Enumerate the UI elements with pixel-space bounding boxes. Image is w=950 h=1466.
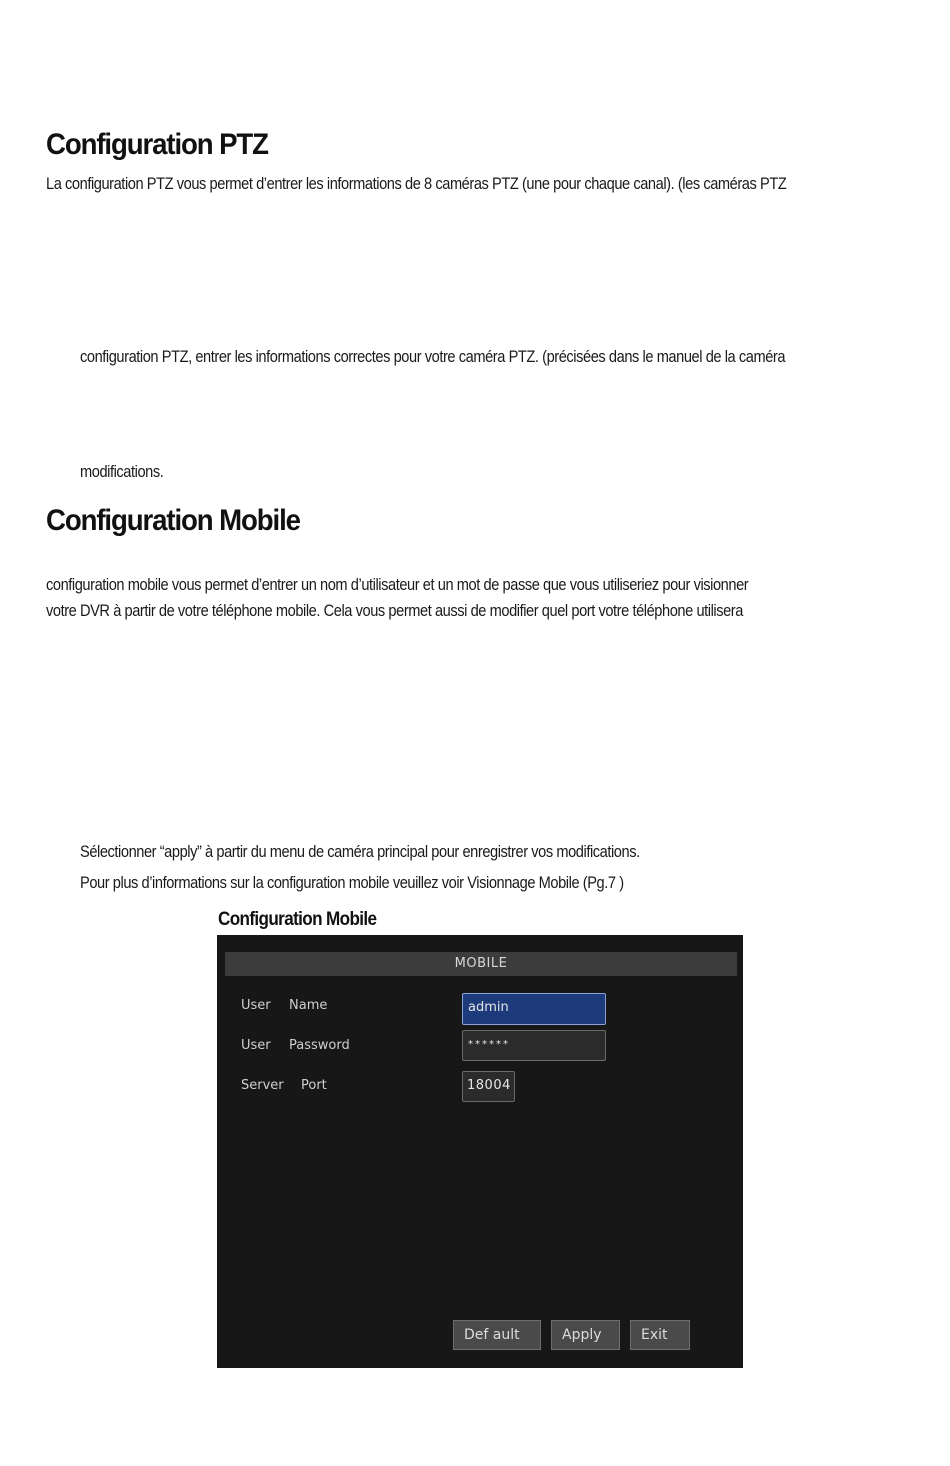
exit-button[interactable]: Exit	[630, 1320, 690, 1350]
default-button[interactable]: Def ault	[453, 1320, 541, 1350]
mobile-heading: Configuration Mobile	[46, 504, 300, 537]
server-port-label-a: Server	[241, 1078, 284, 1093]
user-name-input[interactable]: admin	[462, 993, 606, 1025]
mobile-paragraph-line-3: Sélectionner “apply” à partir du menu de caméra principal pour enregistrer vos modifications.	[80, 842, 640, 861]
user-password-label-a: User	[241, 1038, 271, 1053]
figure-caption: Configuration Mobile	[218, 909, 377, 930]
user-name-label-b: Name	[289, 998, 328, 1013]
apply-button[interactable]: Apply	[551, 1320, 620, 1350]
ptz-heading: Configuration PTZ	[46, 128, 268, 161]
server-port-label-b: Port	[301, 1078, 327, 1093]
mobile-paragraph-line-1: configuration mobile vous permet d’entrer un nom d’utilisateur et un mot de passe que vous utiliseriez pour visionner	[46, 575, 749, 594]
mobile-paragraph-line-4: Pour plus d’informations sur la configuration mobile veuillez voir Visionnage Mobile (Pg.7 )	[80, 873, 624, 892]
mobile-paragraph-line-2: votre DVR à partir de votre téléphone mobile. Cela vous permet aussi de modifier quel port votre téléphone utilisera	[46, 601, 743, 620]
user-name-label-a: User	[241, 998, 271, 1013]
ptz-paragraph-line-2: configuration PTZ, entrer les informations correctes pour votre caméra PTZ. (précisées dans le manuel de la caméra	[80, 347, 786, 366]
ptz-paragraph-line-3: modifications.	[80, 462, 164, 481]
dvr-mobile-screen	[217, 935, 743, 1368]
user-password-input[interactable]: ******	[462, 1030, 606, 1061]
user-password-label-b: Password	[289, 1038, 350, 1053]
server-port-input[interactable]: 18004	[462, 1071, 515, 1102]
dvr-title-bar: MOBILE	[225, 952, 737, 976]
ptz-paragraph-line-1: La configuration PTZ vous permet d’entrer les informations de 8 caméras PTZ (une pour chaque canal). (les caméras PTZ	[46, 174, 787, 193]
